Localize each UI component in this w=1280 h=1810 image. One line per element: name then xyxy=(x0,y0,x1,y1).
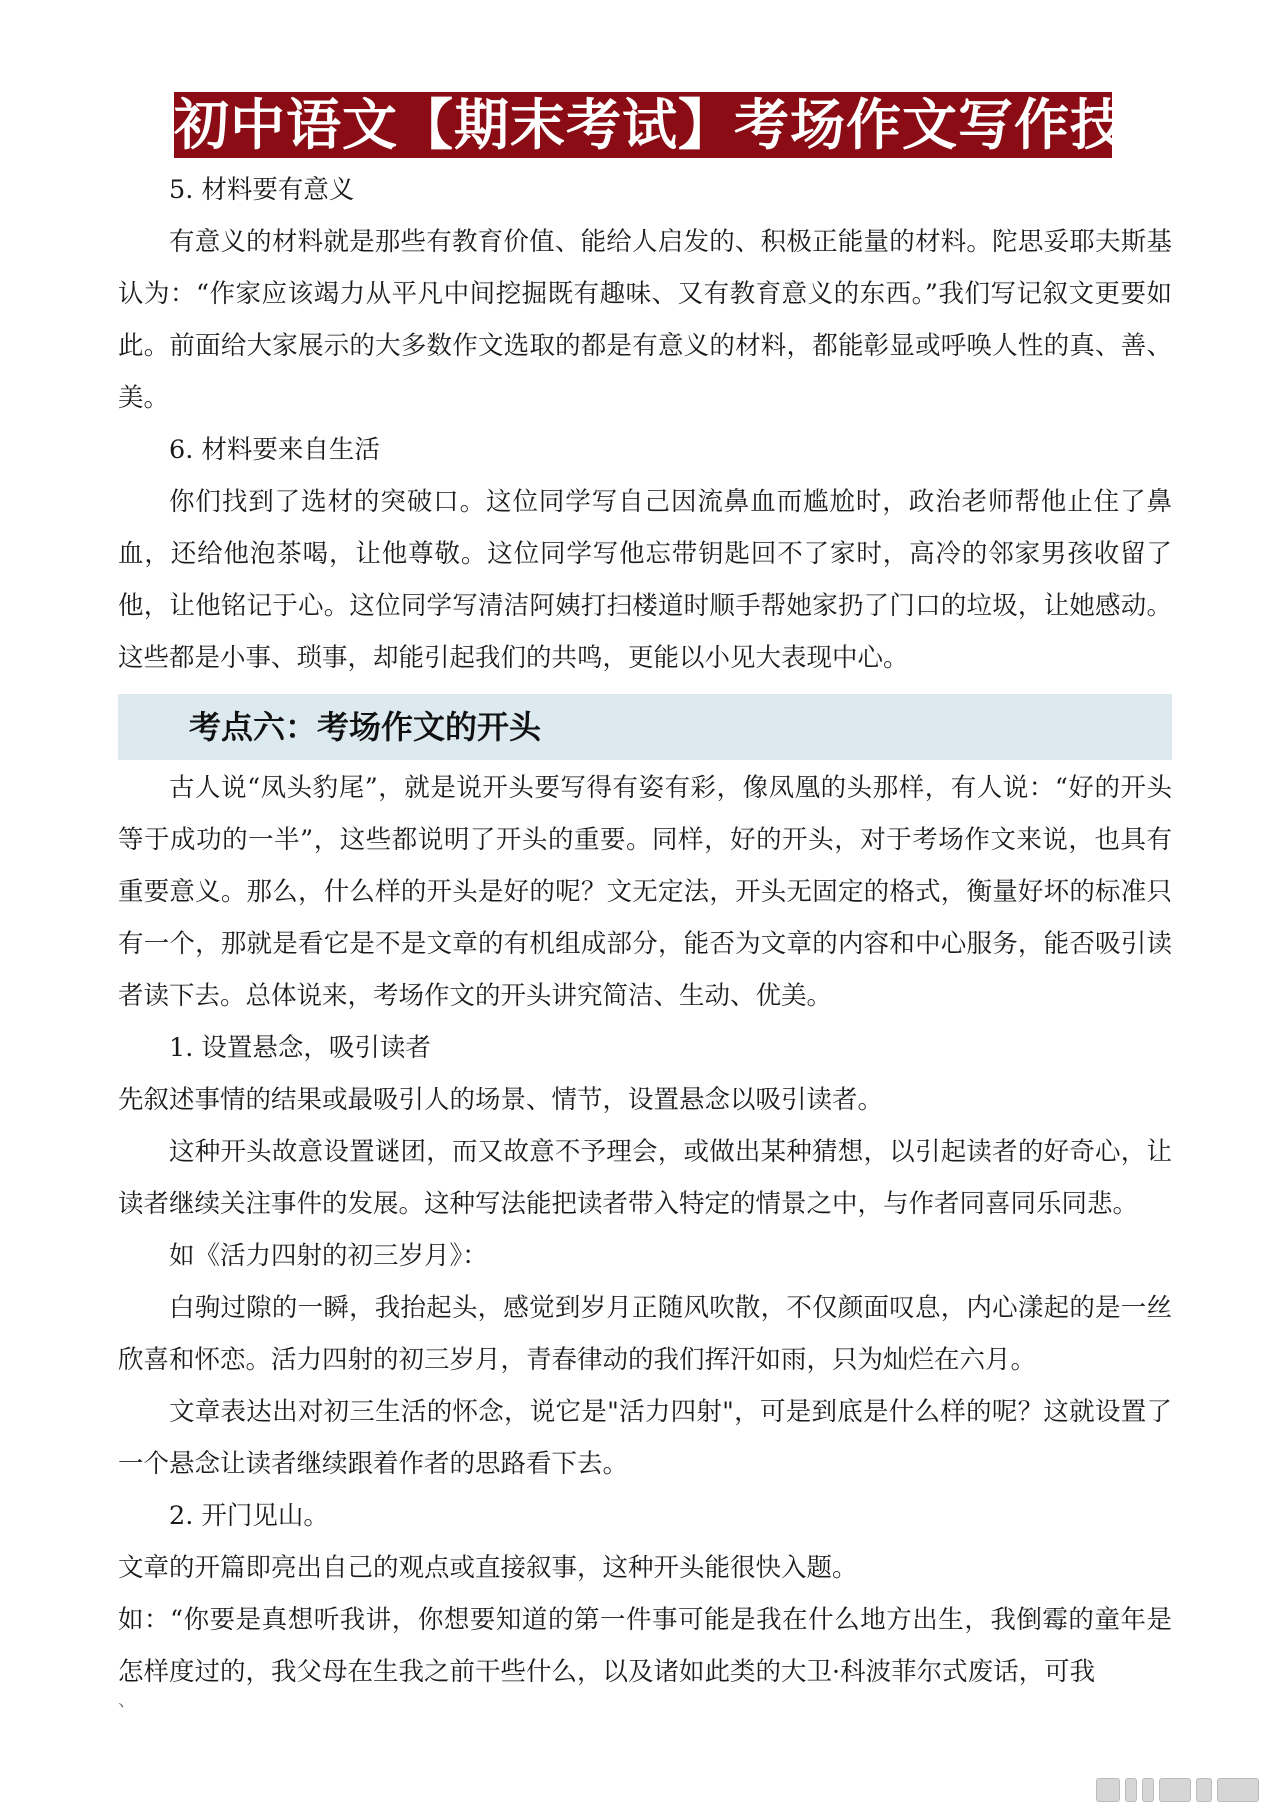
paragraph: 古人说“凤头豹尾”，就是说开头要写得有姿有彩，像凤凰的头那样，有人说：“好的开头等于成功的一半”，这些都说明了开头的重要。同样，好的开头，对于考场作文来说，也具有重要意义。那么，什么样的开头是好的呢？文无定法，开头无固定的格式，衡量好坏的标准只有一个，那就是看它是不是文章的有机组成部分，能否为文章的内容和中心服务，能否吸引读者读下去。总体说来，考场作文的开头讲究简洁、生动、优美。 xyxy=(118,773,1172,1011)
point-heading: 5. 材料要有意义 xyxy=(169,175,355,205)
article-body xyxy=(118,164,1172,1698)
paragraph: 文章的开篇即亮出自己的观点或直接叙事，这种开头能很快入题。 xyxy=(118,1553,858,1583)
method-heading: 2. 开门见山。 xyxy=(169,1501,329,1531)
paragraph: 如：“你要是真想听我讲，你想要知道的第一件事可能是我在什么地方出生，我倒霉的童年是怎样度过的，我父母在生我之前干些什么，以及诸如此类的大卫·科波菲尔式废话，可我 xyxy=(118,1605,1172,1687)
stray-mark: 、 xyxy=(118,1690,136,1711)
paragraph: 你们找到了选材的突破口。这位同学写自己因流鼻血而尴尬时，政治老师帮他止住了鼻血，还给他泡茶喝，让他尊敬。这位同学写他忘带钥匙回不了家时，高冷的邻家男孩收留了他，让他铭记于心。这位同学写清洁阿姨打扫楼道时顺手帮她家扔了门口的垃圾，让她感动。这些都是小事、琐事，却能引起我们的共鸣，更能以小见大表现中心。 xyxy=(118,487,1172,673)
toolbar-icon[interactable] xyxy=(1096,1774,1266,1802)
page-title: 初中语文【期末考试】考场作文写作技法 xyxy=(174,93,1183,157)
example-quote: 白驹过隙的一瞬，我抬起头，感觉到岁月正随风吹散，不仅颜面叹息，内心漾起的是一丝欣喜和怀恋。活力四射的初三岁月，青春律动的我们挥汗如雨，只为灿烂在六月。 xyxy=(118,1293,1172,1375)
paragraph: 有意义的材料就是那些有教育价值、能给人启发的、积极正能量的材料。陀思妥耶夫斯基认为：“作家应该竭力从平凡中间挖掘既有趣味、又有教育意义的东西。”我们写记叙文更要如此。前面给大家展示的大多数作文选取的都是有意义的材料，都能彰显或呼唤人性的真、善、美。 xyxy=(118,227,1172,413)
method-heading: 1. 设置悬念，吸引读者 xyxy=(169,1033,431,1063)
section-heading: 考点六：考场作文的开头 xyxy=(118,694,1172,760)
paragraph: 文章表达出对初三生活的怀念，说它是"活力四射"，可是到底是什么样的呢？这就设置了一个悬念让读者继续跟着作者的思路看下去。 xyxy=(118,1397,1172,1479)
paragraph: 先叙述事情的结果或最吸引人的场景、情节，设置悬念以吸引读者。 xyxy=(118,1085,884,1115)
point-heading: 6. 材料要来自生活 xyxy=(169,435,380,465)
example-intro: 如《活力四射的初三岁月》： xyxy=(169,1241,488,1271)
paragraph: 这种开头故意设置谜团，而又故意不予理会，或做出某种猜想，以引起读者的好奇心，让读者继续关注事件的发展。这种写法能把读者带入特定的情景之中，与作者同喜同乐同悲。 xyxy=(118,1137,1172,1219)
